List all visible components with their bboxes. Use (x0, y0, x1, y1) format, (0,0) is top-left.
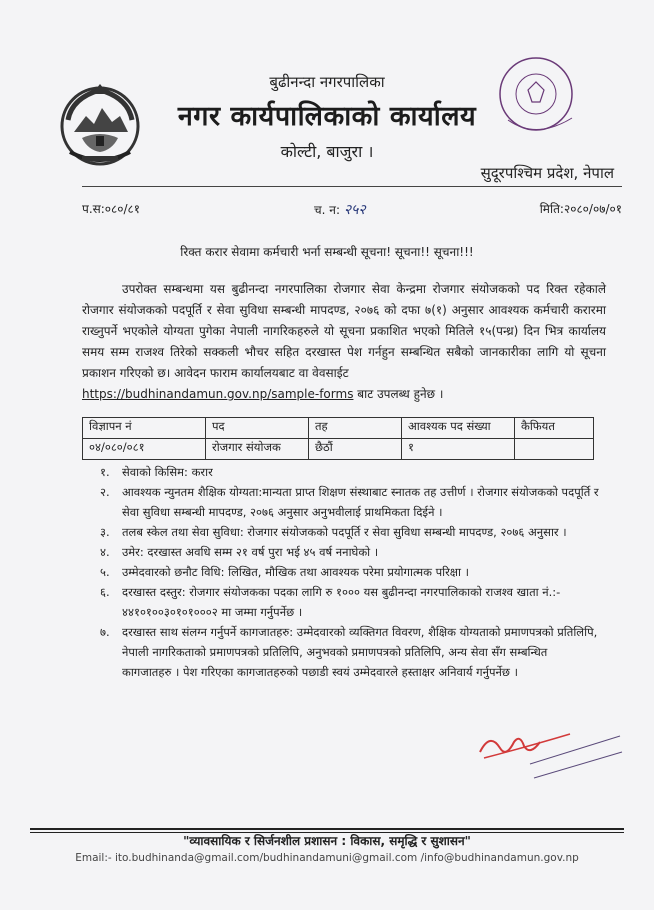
dispatch-value: २५२ (343, 202, 366, 218)
item-number: १. (100, 465, 110, 479)
item-number: ७. (100, 625, 110, 639)
letter-date: मिति:२०८०/०७/०१ (539, 202, 622, 216)
letter-serial: प.स:०८०/८१ (82, 202, 141, 216)
col-header: आवश्यक पद संख्या (402, 418, 515, 439)
col-header: कैफियत (515, 418, 594, 439)
item-number: ४. (100, 545, 110, 559)
reference-line (82, 200, 622, 219)
footer-emails: Email:- ito.budhinanda@gmail.com/budhinandamuni@gmail.com /info@budhinandamun.gov.np (75, 852, 579, 864)
item-number: ५. (100, 565, 110, 579)
footer-rule (30, 828, 624, 830)
vacancy-table (82, 417, 594, 460)
office-location: कोल्टी, बाजुरा । (280, 142, 374, 161)
table-header-row (83, 418, 594, 439)
table-cell: १ (402, 439, 515, 460)
list-item (100, 462, 600, 482)
item-number: ६. (100, 585, 110, 599)
table-row (83, 439, 594, 460)
list-item (100, 562, 600, 582)
col-header: पद (206, 418, 309, 439)
signature-icon (470, 712, 630, 792)
list-item (100, 622, 600, 682)
item-text: तलब स्केल तथा सेवा सुविधा: रोजगार संयोजकको पदपूर्ति र सेवा सुविधा सम्बन्धी मापदण्ड, २०७६ अनुसार । (122, 525, 567, 539)
item-text: दरखास्त साथ संलग्न गर्नुपर्ने कागजातहरु: उम्मेदवारको व्यक्तिगत विवरण, शैक्षिक योग्यताको प्रमाणपत्रको प्रतिलिपि, नेपाली नागरिकताको प्रमाणपत्रको प्रतिलिपि, अनुभवको प्रमाणपत्रको प्रतिलिपि, अन्य सेवा सँग सम्बन्धित कागजातहरु । पेश गरिएका कागजातहरुको पछाडी स्वयं उम्मेदवारले हस्ताक्षर अनिवार्य गर्नुपर्नेछ । (122, 625, 598, 679)
item-number: २. (100, 485, 110, 499)
list-item (100, 542, 600, 562)
notice-title: रिक्त करार सेवामा कर्मचारी भर्ना सम्बन्धी सूचना! सूचना!! सूचना!!! (180, 245, 474, 259)
dispatch-number (314, 200, 366, 219)
table-cell: छैठौं (309, 439, 402, 460)
item-text: उमेर: दरखास्त अवधि सम्म २१ वर्ष पुरा भई ४५ वर्ष ननाघेको । (122, 545, 379, 559)
item-text: आवश्यक न्युनतम शैक्षिक योग्यता:मान्यता प्राप्त शिक्षण संस्थाबाट स्नातक तह उत्तीर्ण । रोजगार संयोजकको पदपूर्ति र सेवा सुविधा सम्बन्धी मापदण्ड, २०७६ अनुसार अनुभवीलाई प्राथमिकता दिईने । (122, 485, 599, 519)
item-number: ३. (100, 525, 110, 539)
col-header: तह (309, 418, 402, 439)
list-item (100, 482, 600, 522)
notice-paragraph (82, 279, 606, 405)
notice-tail: बाट उपलब्ध हुनेछ । (353, 387, 444, 401)
conditions-list (100, 462, 600, 682)
notice-body: उपरोक्त सम्बन्धमा यस बुढीनन्दा नगरपालिका रोजगार सेवा केन्द्रमा रोजगार संयोजकको पद रिक्त रहेकाले रोजगार संयोजकको पदपूर्ति र सेवा सुविधा सम्बन्धी मापदण्ड, २०७६ को दफा ७(१) अनुसार आवश्यक कर्मचारी करारमा राख्नुपर्ने भएकोले योग्यता पुगेका नेपाली नागरिकहरुले यो सूचना प्रकाशित भएको मितिले १५(पन्ध्र) दिन भित्र कार्यालय समय सम्म राजश्व तिरेको सक्कली भौचर सहित दरखास्त पेश गर्नहुन सम्बन्धित सबैको जानकारीका लागि यो सूचना प्रकाशन गरिएको छ। आवेदन फाराम कार्यालयबाट वा वेवसाईट (82, 282, 606, 380)
item-text: उम्मेदवारको छनौट विधि: लिखित, मौखिक तथा आवश्यक परेमा प्रयोगात्मक परिक्षा । (122, 565, 470, 579)
forms-link[interactable]: https://budhinandamun.gov.np/sample-forms (82, 387, 354, 401)
footer-slogan: "व्यावसायिक र सिर्जनशील प्रशासन : विकास, समृद्धि र सुशासन" (183, 834, 471, 848)
table-cell: ०४/०८०/०८१ (83, 439, 206, 460)
dispatch-label: च. न: (314, 203, 340, 217)
table-cell: रोजगार संयोजक (206, 439, 309, 460)
municipality-name: बुढीनन्दा नगरपालिका (269, 73, 385, 91)
list-item (100, 582, 600, 622)
col-header: विज्ञापन नं (83, 418, 206, 439)
header-divider (82, 186, 622, 187)
item-text: सेवाको किसिम: करार (122, 465, 213, 479)
table-cell (515, 439, 594, 460)
office-title: नगर कार्यपालिकाको कार्यालय (177, 101, 477, 132)
item-text: दरखास्त दस्तुर: रोजगार संयोजकका पदका लागि रु १००० यस बुढीनन्दा नगरपालिकाको राजश्व खाता नं.:- ४४१०१००३०१०१०००२ मा जम्मा गर्नुपर्नेछ । (122, 585, 561, 619)
list-item (100, 522, 600, 542)
province-name: सुदूरपश्चिम प्रदेश, नेपाल (480, 164, 614, 182)
